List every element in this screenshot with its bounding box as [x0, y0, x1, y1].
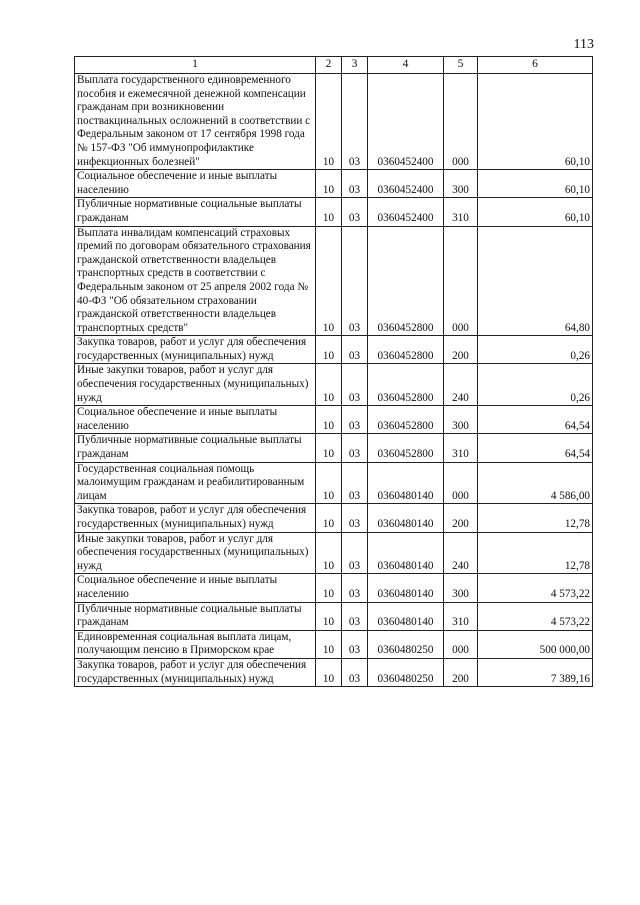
- table-row: [75, 462, 593, 504]
- header-col-2: 2: [316, 57, 342, 74]
- row-target-code: 0360452800: [368, 364, 444, 406]
- row-section: 10: [316, 364, 342, 406]
- row-expense-type: 310: [444, 198, 478, 226]
- row-target-code: 0360480140: [368, 532, 444, 574]
- header-col-6: 6: [478, 57, 593, 74]
- row-subsection: 03: [342, 630, 368, 658]
- row-name: Закупка товаров, работ и услуг для обеспечения государственных (муниципальных) нужд: [75, 658, 316, 686]
- row-amount: 0,26: [478, 364, 593, 406]
- table-header: [75, 57, 593, 74]
- row-amount: 60,10: [478, 74, 593, 170]
- row-section: 10: [316, 226, 342, 336]
- row-amount: 4 573,22: [478, 574, 593, 602]
- row-name: Единовременная социальная выплата лицам, получающим пенсию в Приморском крае: [75, 630, 316, 658]
- row-name: Иные закупки товаров, работ и услуг для обеспечения государственных (муниципальных) нужд: [75, 364, 316, 406]
- row-subsection: 03: [342, 198, 368, 226]
- row-name: Социальное обеспечение и иные выплаты населению: [75, 406, 316, 434]
- row-name: Выплата государственного единовременного пособия и ежемесячной денежной компенсации гражданам при возникновении поствакцинальных осложнений в соответствии с Федеральным законом от 17 сентября 1998 года № 157-ФЗ "Об иммунопрофилактике инфекционных болезней": [75, 74, 316, 170]
- row-expense-type: 300: [444, 170, 478, 198]
- row-section: 10: [316, 74, 342, 170]
- row-name: Социальное обеспечение и иные выплаты населению: [75, 574, 316, 602]
- row-target-code: 0360480140: [368, 462, 444, 504]
- row-target-code: 0360480250: [368, 630, 444, 658]
- row-section: 10: [316, 602, 342, 630]
- table-body: [75, 74, 593, 687]
- row-subsection: 03: [342, 406, 368, 434]
- row-target-code: 0360452400: [368, 198, 444, 226]
- row-subsection: 03: [342, 602, 368, 630]
- row-section: 10: [316, 170, 342, 198]
- row-target-code: 0360452400: [368, 170, 444, 198]
- row-amount: 60,10: [478, 198, 593, 226]
- row-expense-type: 240: [444, 364, 478, 406]
- row-section: 10: [316, 504, 342, 532]
- row-target-code: 0360452800: [368, 434, 444, 462]
- row-subsection: 03: [342, 226, 368, 336]
- row-amount: 64,54: [478, 434, 593, 462]
- table-row: [75, 602, 593, 630]
- table-row: [75, 364, 593, 406]
- table-row: [75, 406, 593, 434]
- row-amount: 64,80: [478, 226, 593, 336]
- row-target-code: 0360452800: [368, 336, 444, 364]
- table-row: [75, 434, 593, 462]
- table-row: [75, 170, 593, 198]
- row-section: 10: [316, 336, 342, 364]
- table-row: [75, 658, 593, 686]
- page-number: 113: [573, 37, 594, 52]
- row-name: Государственная социальная помощь малоимущим гражданам и реабилитированным лицам: [75, 462, 316, 504]
- row-expense-type: 300: [444, 574, 478, 602]
- row-section: 10: [316, 198, 342, 226]
- row-subsection: 03: [342, 364, 368, 406]
- row-name: Закупка товаров, работ и услуг для обеспечения государственных (муниципальных) нужд: [75, 504, 316, 532]
- table-row: [75, 630, 593, 658]
- row-expense-type: 200: [444, 336, 478, 364]
- header-col-1: 1: [75, 57, 316, 74]
- row-target-code: 0360480140: [368, 504, 444, 532]
- table-row: [75, 574, 593, 602]
- row-amount: 60,10: [478, 170, 593, 198]
- budget-table: [74, 56, 593, 687]
- table-row: [75, 532, 593, 574]
- row-expense-type: 200: [444, 658, 478, 686]
- row-expense-type: 310: [444, 434, 478, 462]
- row-section: 10: [316, 658, 342, 686]
- row-target-code: 0360480250: [368, 658, 444, 686]
- row-expense-type: 000: [444, 462, 478, 504]
- row-subsection: 03: [342, 74, 368, 170]
- row-amount: 4 573,22: [478, 602, 593, 630]
- row-name: Выплата инвалидам компенсаций страховых премий по договорам обязательного страхования гражданской ответственности владельцев транспортных средств в соответствии с Федеральным законом от 25 апреля 2002 года № 40-ФЗ "Об обязательном страховании гражданской ответственности владельцев транспортных средств": [75, 226, 316, 336]
- row-subsection: 03: [342, 170, 368, 198]
- row-target-code: 0360480140: [368, 602, 444, 630]
- row-amount: 12,78: [478, 504, 593, 532]
- header-col-5: 5: [444, 57, 478, 74]
- row-subsection: 03: [342, 434, 368, 462]
- row-target-code: 0360480140: [368, 574, 444, 602]
- row-target-code: 0360452400: [368, 74, 444, 170]
- row-name: Иные закупки товаров, работ и услуг для обеспечения государственных (муниципальных) нужд: [75, 532, 316, 574]
- row-section: 10: [316, 532, 342, 574]
- row-name: Закупка товаров, работ и услуг для обеспечения государственных (муниципальных) нужд: [75, 336, 316, 364]
- row-target-code: 0360452800: [368, 226, 444, 336]
- row-section: 10: [316, 462, 342, 504]
- row-subsection: 03: [342, 336, 368, 364]
- row-expense-type: 000: [444, 74, 478, 170]
- row-expense-type: 240: [444, 532, 478, 574]
- row-section: 10: [316, 630, 342, 658]
- row-amount: 0,26: [478, 336, 593, 364]
- row-amount: 7 389,16: [478, 658, 593, 686]
- row-section: 10: [316, 434, 342, 462]
- table-row: [75, 198, 593, 226]
- row-subsection: 03: [342, 462, 368, 504]
- row-name: Социальное обеспечение и иные выплаты населению: [75, 170, 316, 198]
- row-target-code: 0360452800: [368, 406, 444, 434]
- row-name: Публичные нормативные социальные выплаты гражданам: [75, 602, 316, 630]
- row-section: 10: [316, 406, 342, 434]
- row-amount: 12,78: [478, 532, 593, 574]
- table-row: [75, 504, 593, 532]
- row-subsection: 03: [342, 504, 368, 532]
- row-amount: 500 000,00: [478, 630, 593, 658]
- row-subsection: 03: [342, 574, 368, 602]
- table-row: [75, 336, 593, 364]
- row-amount: 64,54: [478, 406, 593, 434]
- row-expense-type: 310: [444, 602, 478, 630]
- row-name: Публичные нормативные социальные выплаты гражданам: [75, 434, 316, 462]
- row-subsection: 03: [342, 532, 368, 574]
- row-name: Публичные нормативные социальные выплаты гражданам: [75, 198, 316, 226]
- row-expense-type: 200: [444, 504, 478, 532]
- row-amount: 4 586,00: [478, 462, 593, 504]
- row-expense-type: 000: [444, 226, 478, 336]
- header-col-3: 3: [342, 57, 368, 74]
- row-expense-type: 300: [444, 406, 478, 434]
- table-row: [75, 74, 593, 170]
- header-row: [75, 57, 593, 74]
- row-section: 10: [316, 574, 342, 602]
- row-expense-type: 000: [444, 630, 478, 658]
- row-subsection: 03: [342, 658, 368, 686]
- header-col-4: 4: [368, 57, 444, 74]
- table-row: [75, 226, 593, 336]
